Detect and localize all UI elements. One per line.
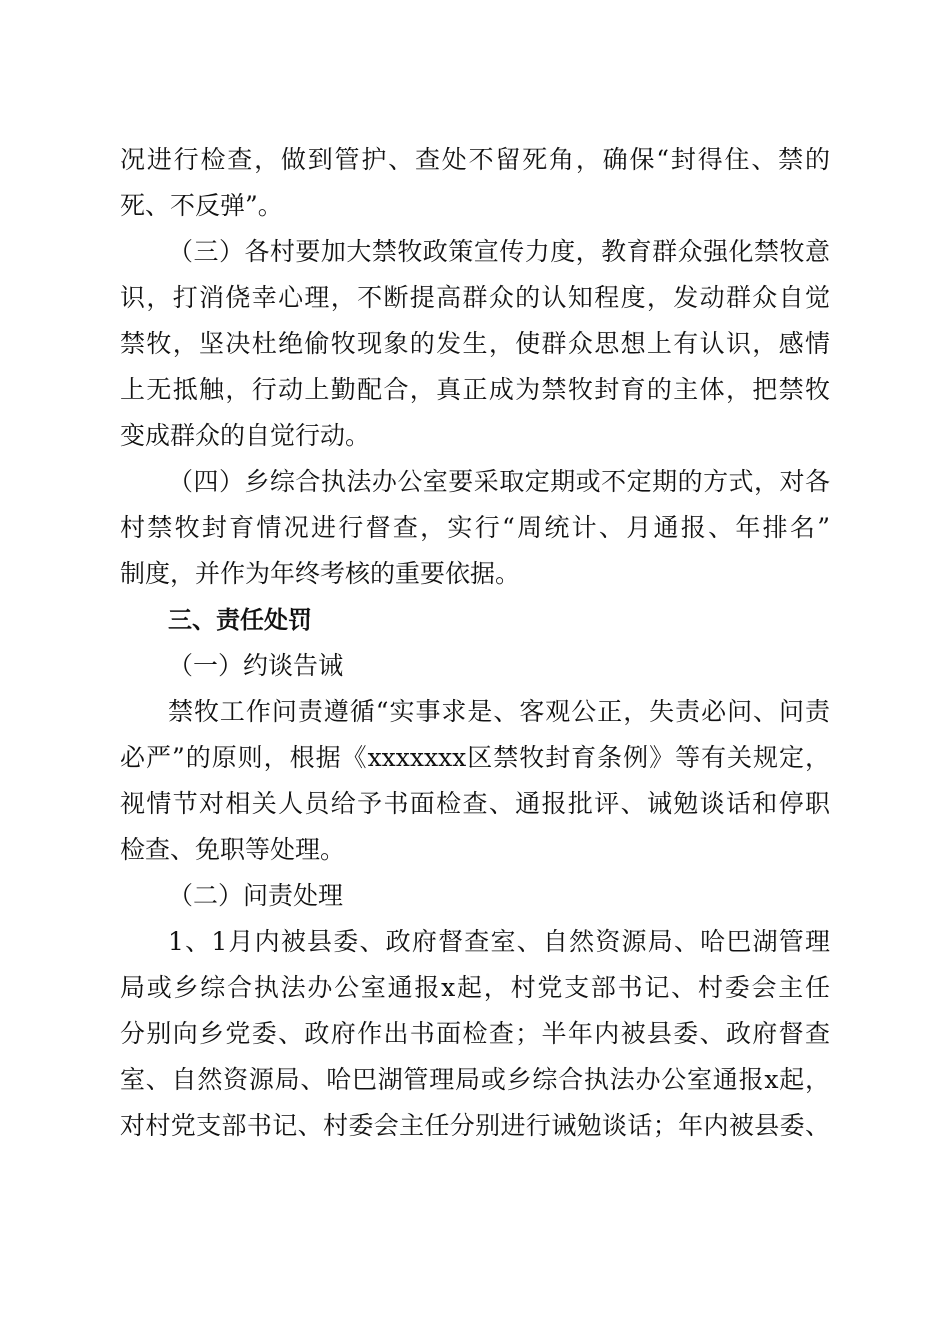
paragraph-line: 必严”的原则，根据《xxxxxxx区禁牧封育条例》等有关规定， bbox=[120, 743, 830, 772]
paragraph-line: 1、1月内被县委、政府督查室、自然资源局、哈巴湖管理 bbox=[168, 927, 830, 956]
paragraph-line: 制度，并作为年终考核的重要依据。 bbox=[120, 559, 521, 588]
section-heading: 三、责任处罚 bbox=[168, 606, 312, 634]
paragraph-line: 视情节对相关人员给予书面检查、通报批评、诫勉谈话和停职 bbox=[120, 789, 830, 818]
paragraph-line: 局或乡综合执法办公室通报x起，村党支部书记、村委会主任 bbox=[120, 973, 830, 1002]
paragraph-line: 村禁牧封育情况进行督查，实行“周统计、月通报、年排名” bbox=[120, 513, 830, 542]
paragraph-line: 禁牧，坚决杜绝偷牧现象的发生，使群众思想上有认识，感情 bbox=[120, 329, 830, 358]
paragraph-line: （三）各村要加大禁牧政策宣传力度，教育群众强化禁牧意 bbox=[168, 237, 830, 266]
subsection-heading: （一）约谈告诫 bbox=[168, 651, 344, 680]
paragraph-line: 室、自然资源局、哈巴湖管理局或乡综合执法办公室通报x起， bbox=[120, 1065, 830, 1094]
paragraph-line: 对村党支部书记、村委会主任分别进行诫勉谈话；年内被县委、 bbox=[120, 1111, 830, 1140]
paragraph-line: 死、不反弹”。 bbox=[120, 191, 283, 220]
paragraph-line: 上无抵触，行动上勤配合，真正成为禁牧封育的主体，把禁牧 bbox=[120, 375, 830, 404]
paragraph-line: 检查、免职等处理。 bbox=[120, 835, 346, 864]
paragraph-line: 分别向乡党委、政府作出书面检查；半年内被县委、政府督查 bbox=[120, 1019, 830, 1048]
paragraph-line: 识，打消侥幸心理，不断提高群众的认知程度，发动群众自觉 bbox=[120, 283, 830, 312]
subsection-heading: （二）问责处理 bbox=[168, 881, 344, 910]
paragraph-line: 禁牧工作问责遵循“实事求是、客观公正，失责必问、问责 bbox=[168, 697, 830, 726]
paragraph-line: （四）乡综合执法办公室要采取定期或不定期的方式，对各 bbox=[168, 467, 830, 496]
paragraph-line: 况进行检查，做到管护、查处不留死角，确保“封得住、禁的 bbox=[120, 145, 830, 174]
paragraph-line: 变成群众的自觉行动。 bbox=[120, 421, 371, 450]
